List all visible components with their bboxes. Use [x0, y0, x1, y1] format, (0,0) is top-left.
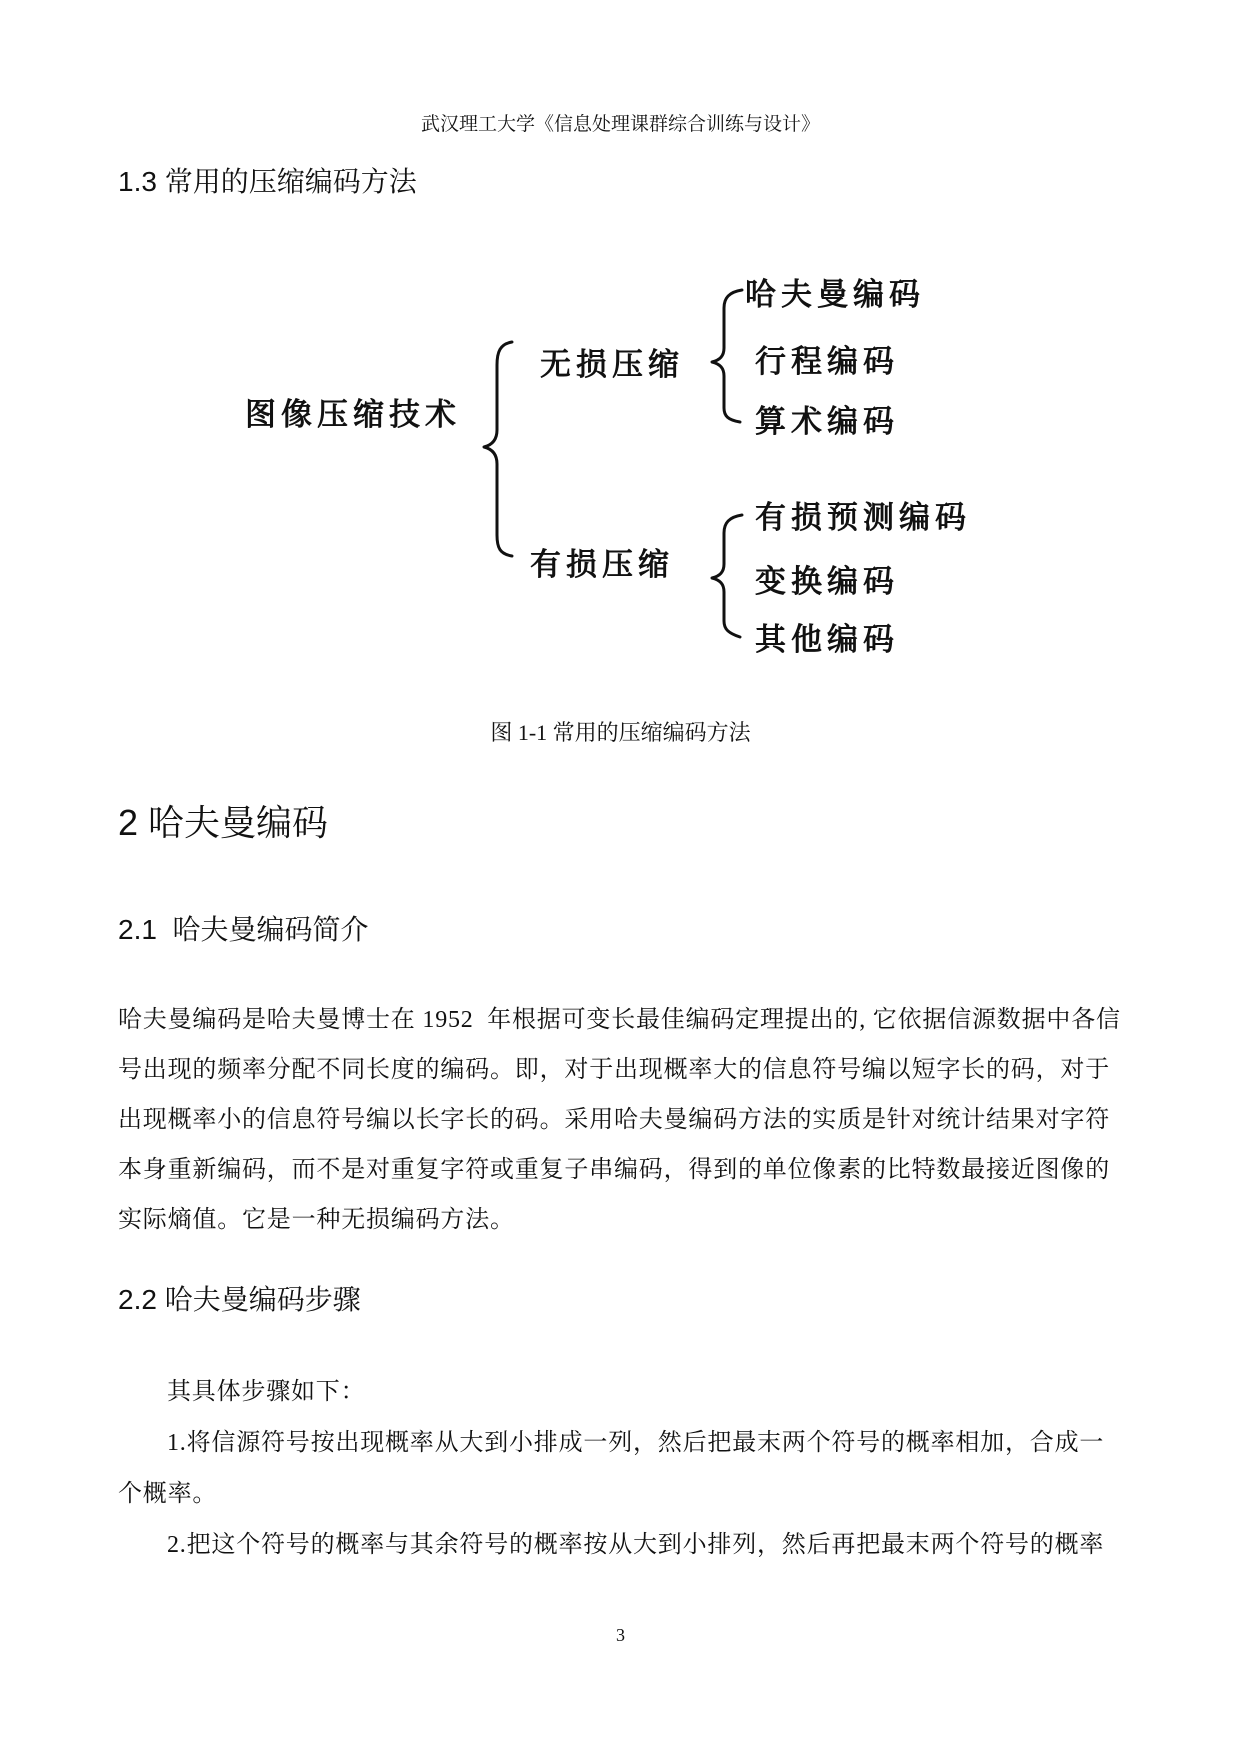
- step-1-line: 1.将信源符号按出现概率从大到小排成一列，然后把最末两个符号的概率相加，合成一: [167, 1430, 1105, 1456]
- section-heading-1-3: 1.3 常用的压缩编码方法: [118, 166, 417, 197]
- diagram-leaf: 行程编码: [755, 344, 899, 380]
- section-heading-2-2: 2.2 哈夫曼编码步骤: [118, 1284, 361, 1315]
- figure-caption: 图 1-1 常用的压缩编码方法: [490, 720, 751, 745]
- paragraph-line: 哈夫曼编码是哈夫曼博士在 1952 年根据可变长最佳编码定理提出的, 它依据信源数据中各信: [118, 1007, 1121, 1033]
- diagram-leaf: 有损预测编码: [755, 500, 971, 536]
- diagram-leaf: 算术编码: [755, 404, 899, 440]
- diagram-braces: [0, 240, 1241, 660]
- lossless-brace: [712, 290, 742, 422]
- page-number: 3: [616, 1625, 625, 1645]
- paragraph-line: 出现概率小的信息符号编以长字长的码。采用哈夫曼编码方法的实质是针对统计结果对字符: [118, 1107, 1110, 1133]
- step-1-line: 个概率。: [118, 1481, 218, 1507]
- step-2-line: 2.把这个符号的概率与其余符号的概率按从大到小排列，然后再把最末两个符号的概率: [167, 1532, 1105, 1558]
- paragraph-line: 号出现的频率分配不同长度的编码。即，对于出现概率大的信息符号编以短字长的码，对于: [118, 1057, 1110, 1083]
- lossy-brace: [712, 515, 742, 637]
- paragraph-line: 本身重新编码，而不是对重复字符或重复子串编码，得到的单位像素的比特数最接近图像的: [118, 1157, 1110, 1183]
- diagram-leaf: 变换编码: [755, 564, 899, 600]
- diagram-leaf: 其他编码: [755, 622, 899, 658]
- intro-paragraph: [118, 995, 1121, 1245]
- running-header: 武汉理工大学《信息处理课群综合训练与设计》: [420, 114, 820, 135]
- diagram-root-label: 图像压缩技术: [245, 397, 461, 433]
- paragraph-line: 实际熵值。它是一种无损编码方法。: [118, 1207, 515, 1233]
- diagram-leaf: 哈夫曼编码: [745, 277, 925, 313]
- section-heading-2-1: 2.1 哈夫曼编码简介: [118, 914, 369, 945]
- chapter-heading-2: 2 哈夫曼编码: [118, 802, 329, 843]
- diagram-branch-lossy: 有损压缩: [530, 547, 674, 583]
- steps-intro: 其具体步骤如下：: [167, 1379, 366, 1405]
- compression-methods-diagram: [0, 240, 1241, 660]
- diagram-branch-lossless: 无损压缩: [540, 347, 684, 383]
- root-brace: [484, 342, 512, 556]
- steps-block: [118, 1367, 1118, 1571]
